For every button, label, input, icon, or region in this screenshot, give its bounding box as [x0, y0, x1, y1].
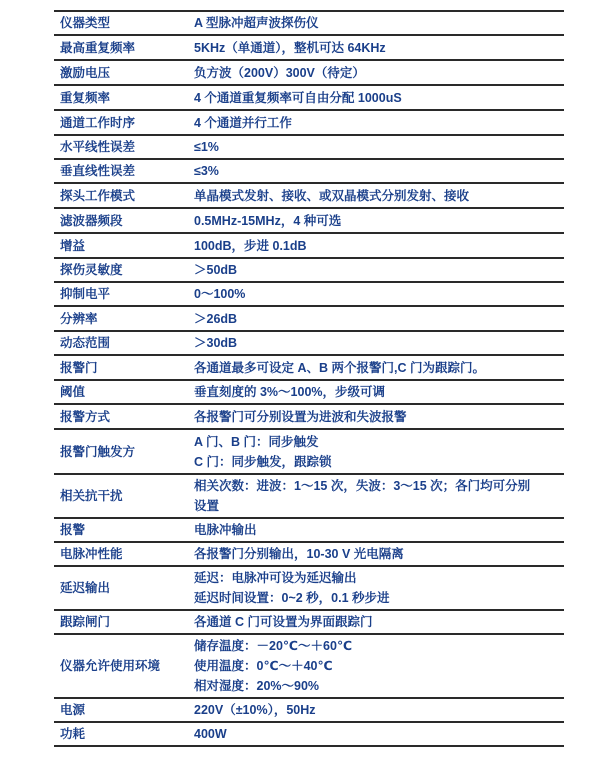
spec-key: 阈值: [54, 380, 188, 404]
spec-key: 相关抗干扰: [54, 474, 188, 518]
spec-value-line: 各报警门分别输出，10-30 V 光电隔离: [194, 547, 404, 561]
spec-value: [188, 566, 564, 610]
spec-value-line: 5KHz（单通道），整机可达 64KHz: [194, 40, 386, 55]
spec-row: [54, 35, 564, 60]
spec-row: [54, 542, 564, 566]
spec-value-line: 延迟时间设置：0~2 秒，0.1 秒步进: [194, 591, 390, 605]
spec-value-line: 4 个通道并行工作: [194, 115, 292, 130]
spec-value-line: ≤3%: [194, 164, 219, 178]
spec-key: 动态范围: [54, 331, 188, 355]
spec-key: 探伤灵敏度: [54, 258, 188, 282]
spec-row: [54, 60, 564, 85]
spec-value-line: 储存温度：－20℃～＋60℃: [194, 639, 353, 653]
spec-value-line: 使用温度：0℃～＋40℃: [194, 659, 333, 673]
spec-key: 仪器类型: [54, 11, 188, 35]
spec-value: [188, 722, 564, 746]
spec-value-line: 0～100%: [194, 287, 246, 301]
spec-value-line: 延迟：电脉冲可设为延迟输出: [194, 571, 357, 585]
spec-key: 抑制电平: [54, 282, 188, 306]
spec-value: [188, 429, 564, 474]
spec-key: 滤波器频段: [54, 208, 188, 233]
spec-value: [188, 306, 564, 331]
spec-value-line: 0.5MHz-15MHz，4 种可选: [194, 213, 342, 228]
spec-row: [54, 698, 564, 722]
spec-value-line: 100dB，步进 0.1dB: [194, 238, 307, 253]
spec-key: 探头工作模式: [54, 183, 188, 208]
spec-value-line: ≤1%: [194, 140, 219, 154]
spec-value-line: 设置: [194, 499, 220, 513]
spec-value-line: 各通道最多可设定 A、B 两个报警门,C 门为跟踪门。: [194, 360, 485, 375]
spec-key: 激励电压: [54, 60, 188, 85]
spec-row: [54, 610, 564, 634]
spec-value: [188, 355, 564, 380]
spec-row: [54, 11, 564, 35]
spec-row: [54, 135, 564, 159]
spec-value: [188, 474, 564, 518]
spec-value: [188, 380, 564, 404]
spec-value: [188, 282, 564, 306]
spec-row: [54, 331, 564, 355]
spec-value: [188, 11, 564, 35]
spec-row: [54, 159, 564, 183]
spec-row: [54, 634, 564, 698]
spec-value-line: 各通道 C 门可设置为界面跟踪门: [194, 615, 373, 629]
spec-key: 增益: [54, 233, 188, 258]
spec-value-line: C 门：同步触发，跟踪锁: [194, 454, 332, 469]
spec-row: [54, 518, 564, 542]
spec-value-line: 单晶模式发射、接收、或双晶模式分别发射、接收: [194, 188, 470, 203]
spec-key: 报警方式: [54, 404, 188, 429]
spec-value: [188, 35, 564, 60]
spec-key: 最高重复频率: [54, 35, 188, 60]
spec-value-line: 电脉冲输出: [194, 523, 257, 537]
spec-value-line: A 型脉冲超声波探伤仪: [194, 16, 319, 30]
spec-table-body: [54, 11, 564, 746]
spec-value: [188, 698, 564, 722]
spec-key: 报警: [54, 518, 188, 542]
spec-value: [188, 404, 564, 429]
spec-value: [188, 233, 564, 258]
spec-key: 电脉冲性能: [54, 542, 188, 566]
spec-value: [188, 60, 564, 85]
spec-table: [54, 10, 564, 747]
spec-value: [188, 135, 564, 159]
spec-value-line: 各报警门可分别设置为进波和失波报警: [194, 409, 407, 424]
spec-value-line: 负方波（200V）300V（待定）: [194, 65, 365, 80]
spec-row: [54, 429, 564, 474]
spec-row: [54, 258, 564, 282]
spec-value-line: A 门、B 门：同步触发: [194, 434, 319, 449]
spec-row: [54, 474, 564, 518]
spec-value-line: 相关次数：进波：1～15 次，失波：3～15 次；各门均可分别: [194, 479, 531, 493]
spec-value-line: ＞50dB: [194, 263, 238, 277]
spec-key: 水平线性误差: [54, 135, 188, 159]
spec-key: 垂直线性误差: [54, 159, 188, 183]
spec-key: 报警门: [54, 355, 188, 380]
spec-key: 功耗: [54, 722, 188, 746]
spec-row: [54, 85, 564, 110]
spec-value: [188, 542, 564, 566]
spec-row: [54, 722, 564, 746]
spec-value-line: 相对湿度：20%～90%: [194, 679, 320, 693]
spec-key: 延迟输出: [54, 566, 188, 610]
spec-value: [188, 258, 564, 282]
spec-value: [188, 331, 564, 355]
spec-value: [188, 634, 564, 698]
spec-key: 仪器允许使用环境: [54, 634, 188, 698]
spec-value: [188, 85, 564, 110]
spec-key: 跟踪闸门: [54, 610, 188, 634]
spec-value: [188, 183, 564, 208]
spec-key: 报警门触发方: [54, 429, 188, 474]
spec-row: [54, 380, 564, 404]
spec-row: [54, 282, 564, 306]
spec-row: [54, 208, 564, 233]
spec-row: [54, 306, 564, 331]
spec-value-line: ＞30dB: [194, 336, 238, 350]
spec-value: [188, 518, 564, 542]
spec-value: [188, 110, 564, 135]
spec-key: 通道工作时序: [54, 110, 188, 135]
spec-key: 分辨率: [54, 306, 188, 331]
spec-key: 重复频率: [54, 85, 188, 110]
spec-value-line: 4 个通道重复频率可自由分配 1000uS: [194, 90, 402, 105]
spec-row: [54, 183, 564, 208]
spec-value: [188, 208, 564, 233]
spec-row: [54, 404, 564, 429]
spec-row: [54, 110, 564, 135]
spec-row: [54, 566, 564, 610]
spec-value-line: 垂直刻度的 3%～100%，步级可调: [194, 385, 386, 399]
spec-value: [188, 610, 564, 634]
spec-value-line: 400W: [194, 727, 227, 741]
spec-value-line: ＞26dB: [194, 311, 238, 326]
spec-value-line: 220V（±10%），50Hz: [194, 703, 316, 717]
spec-row: [54, 355, 564, 380]
spec-value: [188, 159, 564, 183]
spec-key: 电源: [54, 698, 188, 722]
spec-row: [54, 233, 564, 258]
